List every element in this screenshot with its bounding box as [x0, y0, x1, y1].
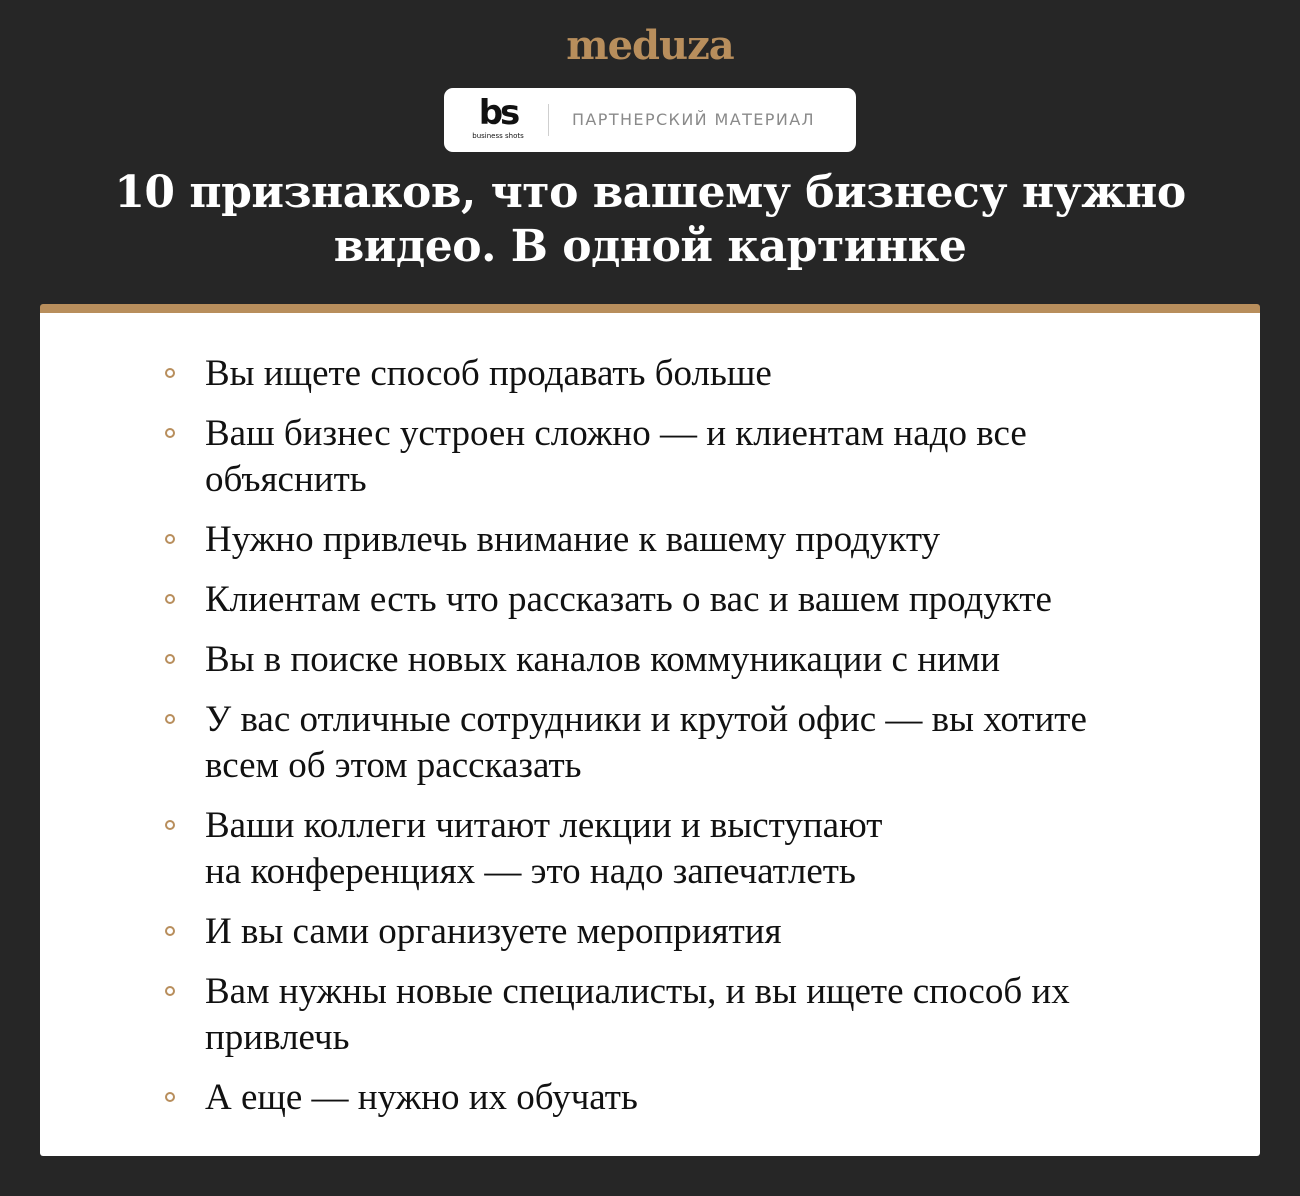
list-item-text-line: Вы ищете способ продавать больше: [205, 353, 772, 394]
page-title-line-2: видео. В одной картинке: [333, 221, 967, 272]
list-item-text-line: привлечь: [205, 1017, 350, 1058]
list-item: [40, 803, 1260, 895]
list-item-text-line: всем об этом рассказать: [205, 745, 582, 786]
circle-bullet-icon: [165, 986, 175, 996]
circle-bullet-icon: [165, 534, 175, 544]
badge-divider: [548, 104, 549, 136]
list-item-text-line: Вы в поиске новых каналов коммуникации с ними: [205, 639, 1001, 680]
circle-bullet-icon: [165, 654, 175, 664]
content-card: [40, 304, 1260, 1156]
circle-bullet-icon: [165, 368, 175, 378]
list-item: [40, 577, 1260, 623]
partner-badge[interactable]: [444, 88, 856, 152]
list-item-text-line: Нужно привлечь внимание к вашему продукту: [205, 519, 940, 560]
circle-bullet-icon: [165, 926, 175, 936]
list-item-text-line: Ваши коллеги читают лекции и выступают: [205, 805, 883, 846]
list-item-text-line: объяснить: [205, 459, 367, 500]
circle-bullet-icon: [165, 820, 175, 830]
list-item: [40, 909, 1260, 955]
partner-material-label: ПАРТНЕРСКИЙ МАТЕРИАЛ: [572, 110, 815, 129]
page-title-line-1: 10 признаков, что вашему бизнесу нужно: [114, 167, 1186, 218]
circle-bullet-icon: [165, 428, 175, 438]
list-item-text-line: Вам нужны новые специалисты, и вы ищете способ их: [205, 971, 1070, 1012]
list-item: [40, 411, 1260, 503]
list-item-text-line: Ваш бизнес устроен сложно — и клиентам надо все: [205, 413, 1027, 454]
signs-list: [40, 351, 1260, 1135]
page-title: [60, 166, 1240, 274]
list-item: [40, 351, 1260, 397]
meduza-logo[interactable]: meduza: [566, 22, 734, 69]
list-item: [40, 517, 1260, 563]
list-item: [40, 697, 1260, 789]
list-item: [40, 1075, 1260, 1121]
list-item: [40, 637, 1260, 683]
list-item-text-line: А еще — нужно их обучать: [205, 1077, 638, 1118]
list-item-text-line: Клиентам есть что рассказать о вас и вашем продукте: [205, 579, 1052, 620]
business-shots-logo-letters: bs: [478, 93, 518, 133]
list-item-text-line: У вас отличные сотрудники и крутой офис — вы хотите: [205, 699, 1087, 740]
list-item-text-line: на конференциях — это надо запечатлеть: [205, 851, 856, 892]
business-shots-logo: [470, 93, 526, 144]
list-item: [40, 969, 1260, 1061]
circle-bullet-icon: [165, 594, 175, 604]
business-shots-logo-subtext: business shots: [472, 132, 524, 140]
circle-bullet-icon: [165, 1092, 175, 1102]
list-item-text-line: И вы сами организуете мероприятия: [205, 911, 782, 952]
circle-bullet-icon: [165, 714, 175, 724]
